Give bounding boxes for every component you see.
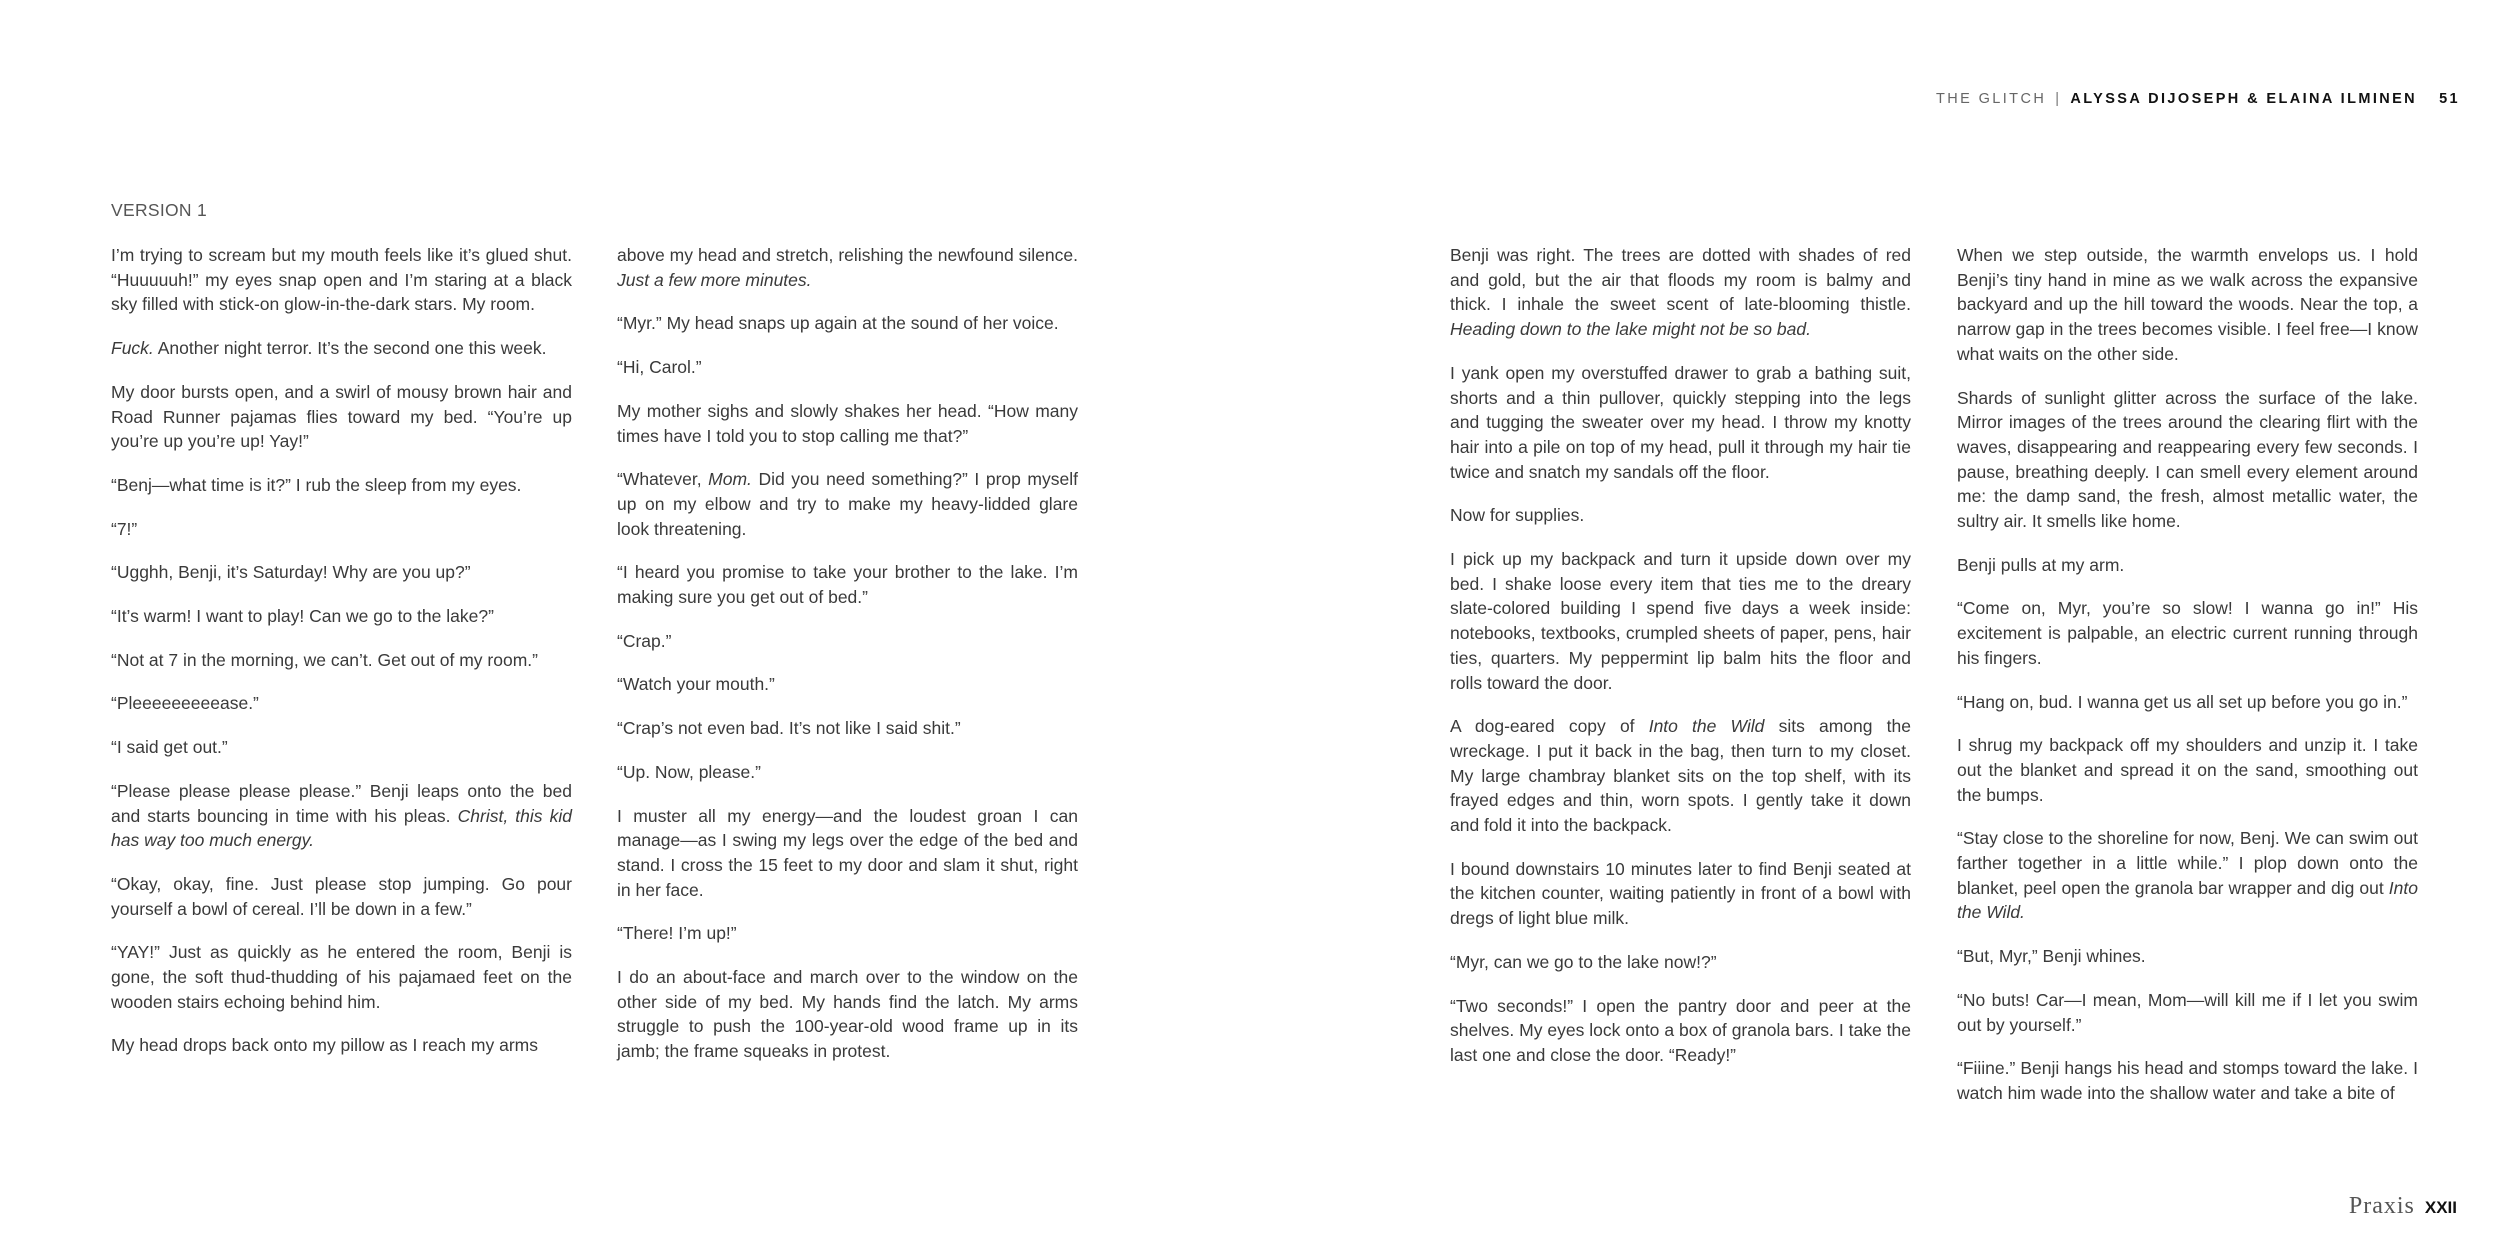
paragraph bbox=[111, 940, 572, 1014]
paragraph bbox=[111, 560, 572, 585]
paragraph bbox=[111, 1033, 572, 1058]
italic-text: Into the Wild bbox=[1648, 716, 1765, 737]
magazine-footer bbox=[2349, 1193, 2457, 1220]
text-run: Benji pulls at my arm. bbox=[1957, 554, 2125, 575]
paragraph bbox=[617, 355, 1078, 380]
paragraph bbox=[111, 243, 572, 317]
paragraph bbox=[617, 921, 1078, 946]
paragraph bbox=[1450, 361, 1911, 485]
text-run: “Up. Now, please.” bbox=[617, 761, 761, 782]
text-run: A dog-eared copy of bbox=[1450, 716, 1649, 737]
paragraph bbox=[1957, 690, 2418, 715]
text-run: I’m trying to scream but my mouth feels like it’s glued shut. “Huuuuuh!” my eyes snap open and I’m staring at a black sky filled with stick-on glow-in-the-dark stars. My room. bbox=[111, 245, 572, 315]
text-run: “Hi, Carol.” bbox=[617, 357, 702, 378]
paragraph bbox=[1450, 714, 1911, 838]
paragraph bbox=[111, 648, 572, 673]
paragraph bbox=[111, 872, 572, 921]
text-run: “I said get out.” bbox=[111, 737, 228, 758]
text-run: My head drops back onto my pillow as I reach my arms bbox=[111, 1035, 538, 1056]
italic-text: Heading down to the lake might not be so bad. bbox=[1450, 319, 1811, 340]
paragraph bbox=[617, 243, 1078, 292]
paragraph bbox=[617, 672, 1078, 697]
header-separator: | bbox=[2055, 91, 2062, 107]
text-run: “Myr, can we go to the lake now!?” bbox=[1450, 951, 1717, 972]
italic-text: Just a few more minutes. bbox=[617, 269, 812, 290]
paragraph bbox=[1957, 1056, 2418, 1105]
text-run: “YAY!” Just as quickly as he entered the room, Benji is gone, the soft thud-thudding of his pajamaed feet on the wooden stairs echoing behind him. bbox=[111, 942, 572, 1012]
text-run: “No buts! Car—I mean, Mom—will kill me if I let you swim out by yourself.” bbox=[1957, 989, 2418, 1035]
text-run: I do an about-face and march over to the window on the other side of my bed. My hands find the latch. My arms struggle to push the 100-year-old wood frame up in its jamb; the frame squeaks in protest. bbox=[617, 967, 1078, 1062]
paragraph bbox=[617, 629, 1078, 654]
text-run: “I heard you promise to take your brother to the lake. I’m making sure you get out of bed.” bbox=[617, 562, 1078, 608]
text-run: I yank open my overstuffed drawer to grab a bathing suit, shorts and a thin pullover, quickly stepping into the legs and tugging the sweater over my head. I throw my knotty hair into a pile on top of my head, pull it through my hair tie twice and snatch my sandals off the floor. bbox=[1450, 362, 1911, 482]
paragraph bbox=[111, 336, 572, 361]
version-label: VERSION 1 bbox=[111, 200, 208, 220]
paragraph bbox=[111, 473, 572, 498]
paragraph bbox=[617, 716, 1078, 741]
paragraph bbox=[111, 604, 572, 629]
text-run: “There! I’m up!” bbox=[617, 923, 737, 944]
paragraph bbox=[617, 965, 1078, 1064]
paragraph bbox=[111, 380, 572, 454]
text-run: “Please please please please.” Benji leaps onto the bed and starts bouncing in time with his pleas. bbox=[111, 780, 572, 826]
paragraph bbox=[1450, 547, 1911, 695]
text-run: “But, Myr,” Benji whines. bbox=[1957, 946, 2146, 967]
paragraph bbox=[1450, 503, 1911, 528]
italic-text: Christ, this kid has way too much energy. bbox=[111, 805, 572, 851]
text-run: I muster all my energy—and the loudest groan I can manage—as I swing my legs over the edge of the bed and stand. I cross the 15 feet to my door and slam it shut, right in her face. bbox=[617, 805, 1078, 900]
paragraph bbox=[1450, 950, 1911, 975]
paragraph bbox=[111, 779, 572, 853]
text-run: “Ugghh, Benji, it’s Saturday! Why are you up?” bbox=[111, 562, 471, 583]
text-run: Did you need something?” I prop myself up on my elbow and try to make my heavy-lidded glare look threatening. bbox=[617, 469, 1078, 539]
text-run: “Come on, Myr, you’re so slow! I wanna go in!” His excitement is palpable, an electric current running through his fingers. bbox=[1957, 598, 2418, 668]
text-run: “Okay, okay, fine. Just please stop jumping. Go pour yourself a bowl of cereal. I’ll be down in a few.” bbox=[111, 873, 572, 919]
text-run: Now for supplies. bbox=[1450, 505, 1585, 526]
text-run: “7!” bbox=[111, 518, 138, 539]
paragraph bbox=[617, 560, 1078, 609]
paragraph bbox=[1957, 386, 2418, 534]
story-title: THE GLITCH bbox=[1935, 91, 2047, 107]
text-run: “Not at 7 in the morning, we can’t. Get out of my room.” bbox=[111, 649, 538, 670]
text-run: My door bursts open, and a swirl of mousy brown hair and Road Runner pajamas flies toward my bed. “You’re up you’re up you’re up! Yay!” bbox=[111, 381, 572, 452]
text-run: “Stay close to the shoreline for now, Benj. We can swim out farther together in a little while.” I plop down onto the blanket, peel open the granola bar wrapper and dig out bbox=[1957, 828, 2418, 898]
paragraph bbox=[1957, 826, 2418, 925]
text-run: Benji was right. The trees are dotted with shades of red and gold, but the air that floods my room is balmy and thick. I inhale the sweet scent of late-blooming thistle. bbox=[1450, 245, 1911, 315]
paragraph bbox=[617, 760, 1078, 785]
paragraph bbox=[1957, 596, 2418, 670]
paragraph bbox=[617, 399, 1078, 448]
paragraph bbox=[1450, 243, 1911, 342]
text-run: “Fiiine.” Benji hangs his head and stomps toward the lake. I watch him wade into the shallow water and take a bite of bbox=[1957, 1058, 2418, 1103]
text-run: When we step outside, the warmth envelops us. I hold Benji’s tiny hand in mine as we walk across the expansive backyard and up the hill toward the woods. Near the top, a narrow gap in the trees becomes visible. I feel free—I know what waits on the other side. bbox=[1957, 245, 2418, 364]
italic-text: Mom. bbox=[708, 469, 752, 490]
text-run: “Two seconds!” I open the pantry door and peer at the shelves. My eyes lock onto a box of granola bars. I take the last one and close the door. “Ready!” bbox=[1450, 995, 1911, 1065]
paragraph bbox=[111, 735, 572, 760]
paragraph bbox=[111, 517, 572, 542]
text-run: “Pleeeeeeeeease.” bbox=[111, 693, 259, 714]
paragraph bbox=[617, 804, 1078, 903]
text-column-4 bbox=[1957, 243, 2418, 1125]
text-run: My mother sighs and slowly shakes her head. “How many times have I told you to stop calling me that?” bbox=[617, 400, 1078, 446]
paragraph bbox=[1957, 733, 2418, 807]
volume-number: XXII bbox=[2424, 1198, 2457, 1217]
text-run: “Myr.” My head snaps up again at the sound of her voice. bbox=[617, 313, 1059, 334]
text-run: above my head and stretch, relishing the newfound silence. bbox=[617, 245, 1078, 265]
text-run: I shrug my backpack off my shoulders and unzip it. I take out the blanket and spread it on the sand, smoothing out the bumps. bbox=[1957, 735, 2418, 805]
paragraph bbox=[617, 467, 1078, 541]
text-column-3 bbox=[1450, 243, 1911, 1087]
text-run: I pick up my backpack and turn it upside down over my bed. I shake loose every item that ties me to the dreary slate-colored building I spend five days a week inside: notebooks, textbooks, crumpled sheets of paper, pens, hair ties, quarters. My peppermint lip balm hits the floor and rolls toward the door. bbox=[1450, 549, 1911, 693]
text-run: “Hang on, bud. I wanna get us all set up before you go in.” bbox=[1957, 691, 2408, 712]
italic-text: Fuck. bbox=[111, 338, 154, 359]
text-run: “Whatever, bbox=[617, 469, 709, 490]
text-run: “Crap’s not even bad. It’s not like I said shit.” bbox=[617, 718, 961, 739]
running-header bbox=[1936, 91, 2460, 107]
paragraph bbox=[1450, 994, 1911, 1068]
paragraph bbox=[1450, 857, 1911, 931]
authors: ALYSSA DIJOSEPH & ELAINA ILMINEN bbox=[2070, 91, 2418, 107]
text-run: sits among the wreckage. I put it back in the bag, then turn to my closet. My large chambray blanket sits on the top shelf, with its frayed edges and thin, worn spots. I gently take it down and fold it into the backpack. bbox=[1450, 716, 1911, 836]
magazine-logo: Praxis bbox=[2348, 1193, 2415, 1219]
text-run: “It’s warm! I want to play! Can we go to the lake?” bbox=[111, 606, 494, 627]
paragraph bbox=[1957, 988, 2418, 1037]
paragraph bbox=[1957, 243, 2418, 367]
paragraph bbox=[617, 311, 1078, 336]
text-column-2 bbox=[617, 243, 1078, 1083]
text-run: I bound downstairs 10 minutes later to find Benji seated at the kitchen counter, waiting patiently in front of a bowl with dregs of light blue milk. bbox=[1450, 858, 1911, 929]
text-column-1 bbox=[111, 243, 572, 1077]
text-run: “Benj—what time is it?” I rub the sleep from my eyes. bbox=[111, 474, 522, 495]
italic-text: Into the Wild. bbox=[1957, 877, 2418, 923]
text-run: Shards of sunlight glitter across the surface of the lake. Mirror images of the trees around the clearing flirt with the waves, disappearing and reappearing every few seconds. I pause, breathing deeply. I can smell every element around me: the damp sand, the fresh, almost metallic water, the sultry air. It smells like home. bbox=[1957, 387, 2418, 532]
text-run: “Watch your mouth.” bbox=[617, 674, 775, 695]
paragraph bbox=[111, 691, 572, 716]
page-number: 51 bbox=[2439, 91, 2460, 107]
text-run: “Crap.” bbox=[617, 630, 672, 651]
paragraph bbox=[1957, 553, 2418, 578]
text-run: Another night terror. It’s the second one this week. bbox=[153, 338, 547, 359]
paragraph bbox=[1957, 944, 2418, 969]
